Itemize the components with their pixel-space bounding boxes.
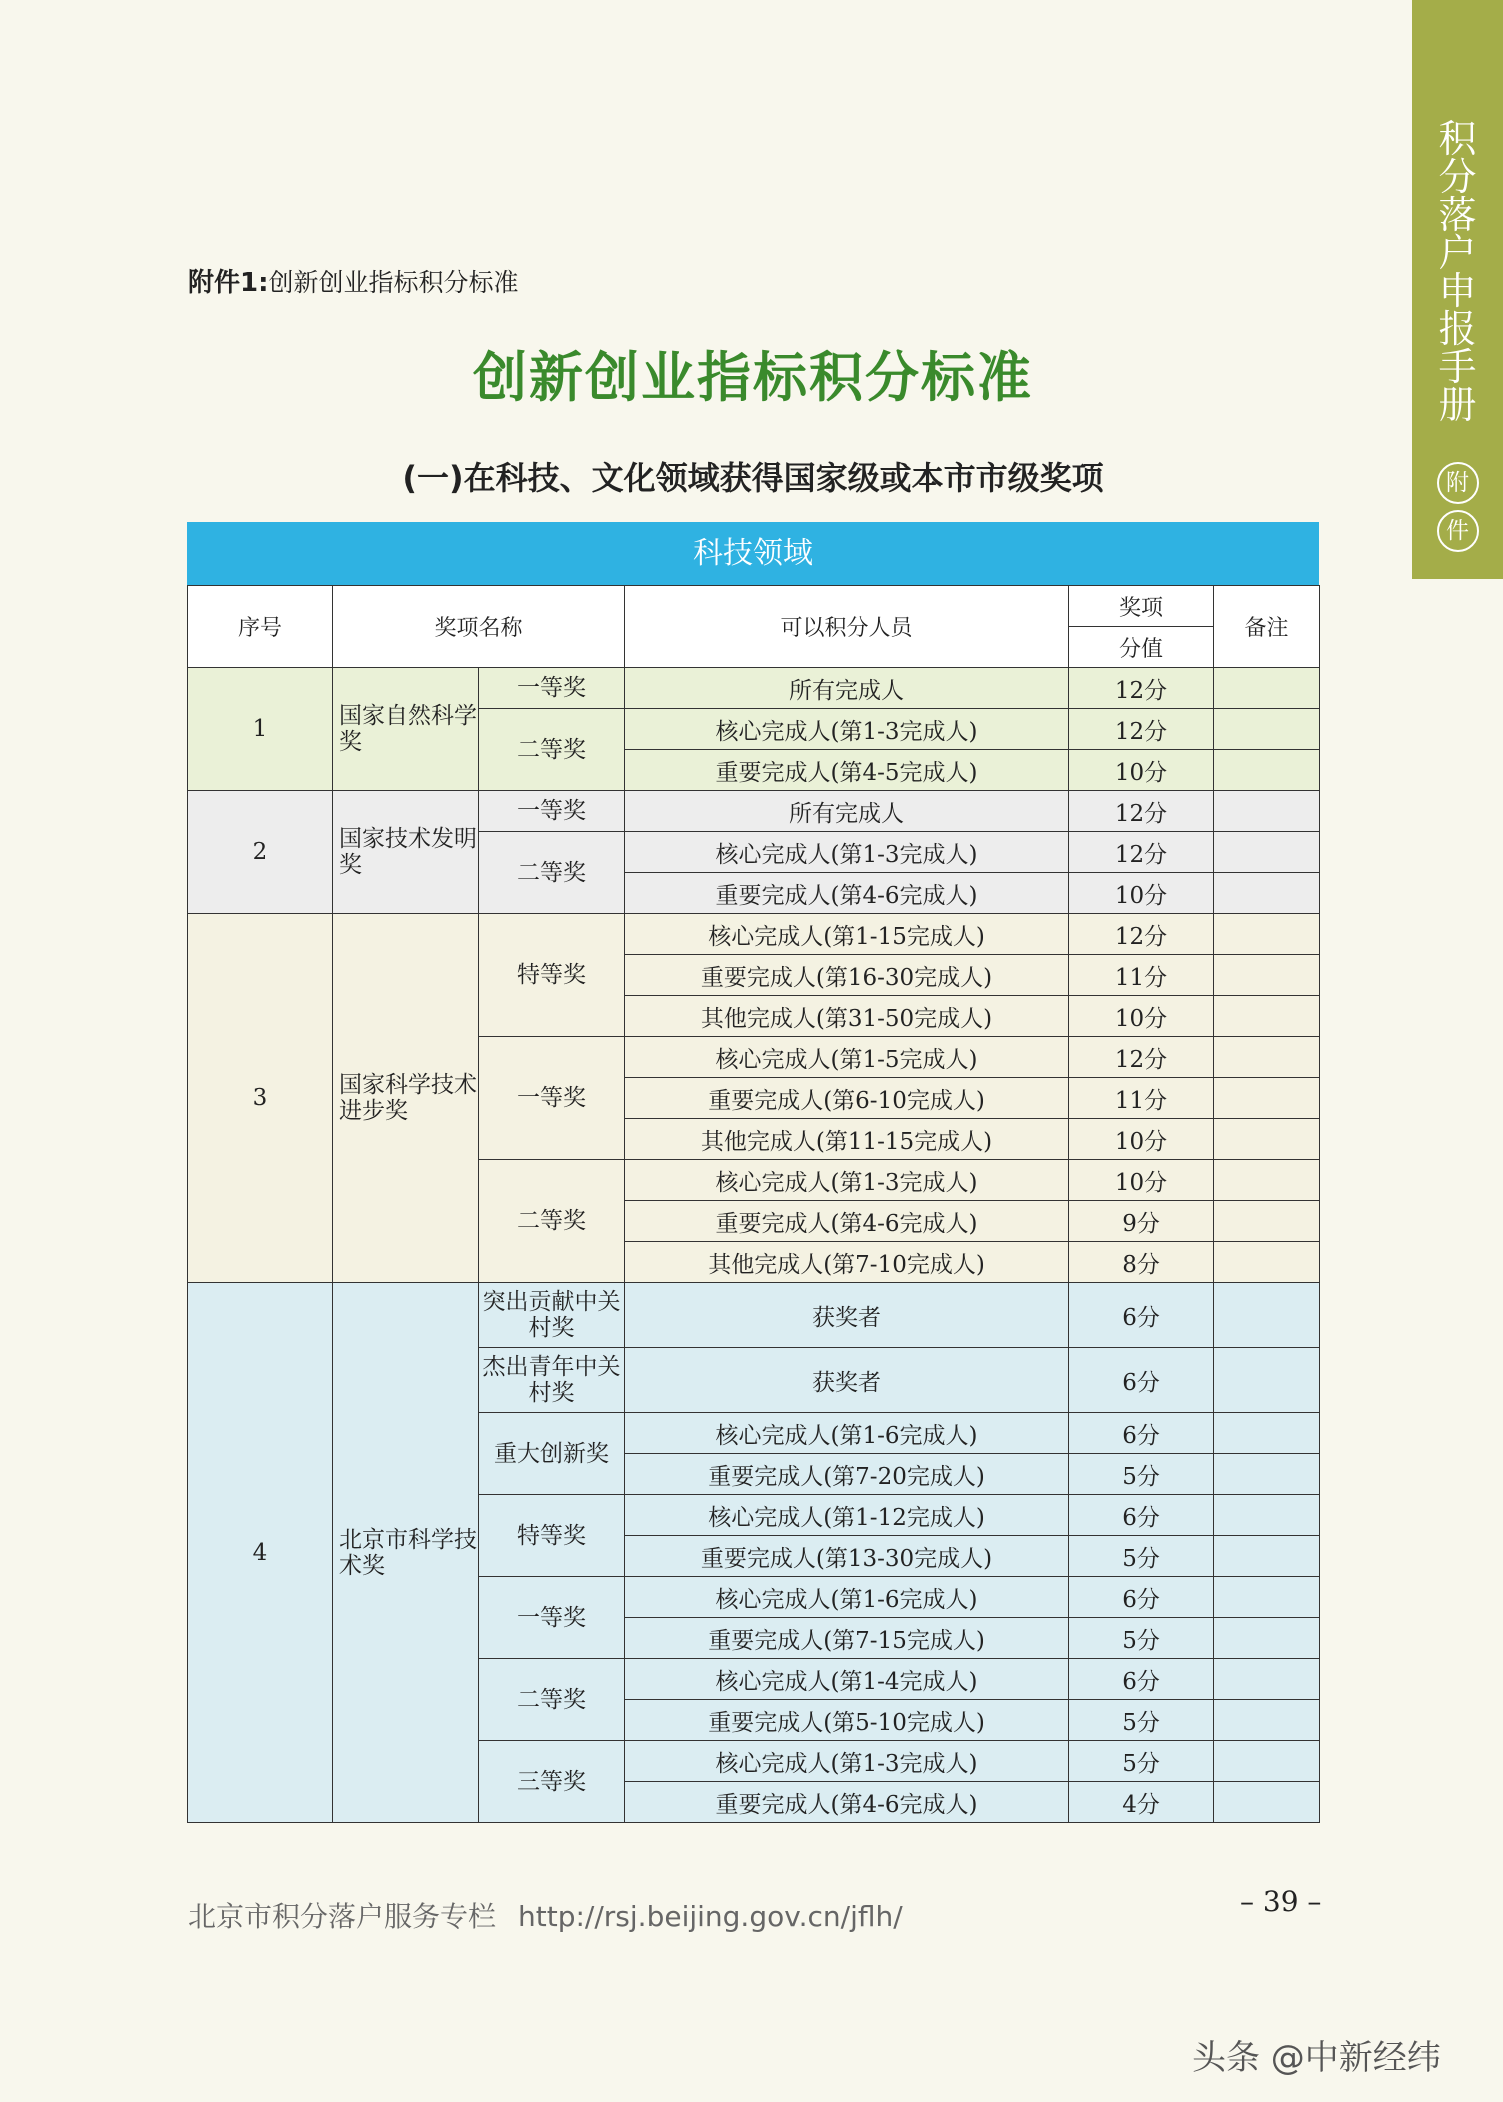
cell-score: 12分: [1069, 709, 1214, 750]
cell-score: 12分: [1069, 668, 1214, 709]
cell-score: 12分: [1069, 1037, 1214, 1078]
cell-score: 6分: [1069, 1348, 1214, 1413]
cell-score: 11分: [1069, 1078, 1214, 1119]
cell-score: 9分: [1069, 1201, 1214, 1242]
cell-remark: [1214, 1037, 1320, 1078]
cell-award-level: 二等奖: [479, 1659, 625, 1741]
cell-remark: [1214, 996, 1320, 1037]
cell-persons: 重要完成人(第7-20完成人): [625, 1454, 1069, 1495]
cell-remark: [1214, 1160, 1320, 1201]
cell-score: 5分: [1069, 1700, 1214, 1741]
cell-score: 12分: [1069, 791, 1214, 832]
cell-award-level: 一等奖: [479, 668, 625, 709]
side-tab-title: [1412, 117, 1503, 427]
cell-remark: [1214, 1242, 1320, 1283]
cell-remark: [1214, 1741, 1320, 1782]
table-band-heading: 科技领域: [187, 522, 1319, 585]
cell-score: 10分: [1069, 996, 1214, 1037]
cell-remark: [1214, 1536, 1320, 1577]
cell-score: 10分: [1069, 750, 1214, 791]
cell-persons: 其他完成人(第31-50完成人): [625, 996, 1069, 1037]
side-title-char: 积: [1438, 117, 1477, 161]
side-title-char: 落: [1438, 193, 1477, 237]
cell-persons: 核心完成人(第1-3完成人): [625, 709, 1069, 750]
cell-seq: 2: [188, 791, 333, 914]
cell-remark: [1214, 873, 1320, 914]
table-row: [188, 1283, 1320, 1348]
cell-score: 10分: [1069, 1160, 1214, 1201]
cell-award-level: 一等奖: [479, 1577, 625, 1659]
cell-persons: 核心完成人(第1-12完成人): [625, 1495, 1069, 1536]
side-title-char: 户: [1438, 231, 1477, 275]
cell-persons: 所有完成人: [625, 668, 1069, 709]
side-title-char: 手: [1438, 345, 1477, 389]
cell-remark: [1214, 1618, 1320, 1659]
cell-award-level: 突出贡献中关村奖: [479, 1283, 625, 1348]
cell-persons: 重要完成人(第16-30完成人): [625, 955, 1069, 996]
header-score-bottom: 分值: [1069, 627, 1214, 668]
cell-award-level: 一等奖: [479, 791, 625, 832]
footer: [188, 1895, 903, 1935]
cell-persons: 重要完成人(第4-6完成人): [625, 873, 1069, 914]
table-row: [188, 791, 1320, 832]
cell-score: 6分: [1069, 1413, 1214, 1454]
cell-remark: [1214, 1659, 1320, 1700]
cell-remark: [1214, 1201, 1320, 1242]
cell-persons: 重要完成人(第13-30完成人): [625, 1536, 1069, 1577]
table-body: [188, 668, 1320, 1823]
cell-score: 6分: [1069, 1283, 1214, 1348]
cell-score: 6分: [1069, 1495, 1214, 1536]
side-badge: 件: [1437, 510, 1479, 552]
side-title-char: 册: [1438, 383, 1477, 427]
cell-remark: [1214, 955, 1320, 996]
cell-persons: 核心完成人(第1-3完成人): [625, 1741, 1069, 1782]
header-score-top: 奖项: [1069, 586, 1214, 627]
attachment-prefix: 附件1:: [188, 268, 269, 298]
cell-score: 6分: [1069, 1659, 1214, 1700]
cell-persons: 所有完成人: [625, 791, 1069, 832]
side-title-char: 分: [1438, 155, 1477, 199]
side-tab: [1412, 0, 1503, 579]
cell-remark: [1214, 709, 1320, 750]
cell-remark: [1214, 1078, 1320, 1119]
cell-score: 5分: [1069, 1741, 1214, 1782]
cell-award-level: 特等奖: [479, 1495, 625, 1577]
cell-persons: 其他完成人(第11-15完成人): [625, 1119, 1069, 1160]
page-title: 创新创业指标积分标准: [473, 345, 1033, 409]
cell-remark: [1214, 1413, 1320, 1454]
cell-remark: [1214, 668, 1320, 709]
cell-score: 12分: [1069, 914, 1214, 955]
side-badge: 附: [1437, 462, 1479, 504]
cell-award-name: 国家自然科学奖: [333, 668, 479, 791]
attachment-label: [188, 262, 519, 299]
header-remark: 备注: [1214, 586, 1320, 668]
footer-url[interactable]: http://rsj.beijing.gov.cn/jflh/: [518, 1900, 903, 1933]
cell-persons: 核心完成人(第1-15完成人): [625, 914, 1069, 955]
cell-award-name: 国家科学技术进步奖: [333, 914, 479, 1283]
cell-score: 4分: [1069, 1782, 1214, 1823]
header-seq: 序号: [188, 586, 333, 668]
cell-award-level: 三等奖: [479, 1741, 625, 1823]
cell-award-name: 国家技术发明奖: [333, 791, 479, 914]
cell-remark: [1214, 1700, 1320, 1741]
cell-persons: 重要完成人(第6-10完成人): [625, 1078, 1069, 1119]
cell-award-level: 特等奖: [479, 914, 625, 1037]
cell-score: 6分: [1069, 1577, 1214, 1618]
cell-seq: 4: [188, 1283, 333, 1823]
cell-award-level: 重大创新奖: [479, 1413, 625, 1495]
side-title-char: 报: [1438, 307, 1477, 351]
cell-persons: 重要完成人(第7-15完成人): [625, 1618, 1069, 1659]
page-number: – 39 –: [1240, 1885, 1322, 1918]
cell-remark: [1214, 1495, 1320, 1536]
cell-remark: [1214, 914, 1320, 955]
cell-persons: 获奖者: [625, 1283, 1069, 1348]
side-title-char: 申: [1438, 269, 1477, 313]
cell-remark: [1214, 1119, 1320, 1160]
cell-score: 10分: [1069, 1119, 1214, 1160]
cell-score: 5分: [1069, 1454, 1214, 1495]
cell-seq: 1: [188, 668, 333, 791]
cell-remark: [1214, 1348, 1320, 1413]
cell-persons: 重要完成人(第4-6完成人): [625, 1782, 1069, 1823]
cell-award-level: 一等奖: [479, 1037, 625, 1160]
cell-persons: 核心完成人(第1-3完成人): [625, 1160, 1069, 1201]
cell-persons: 核心完成人(第1-6完成人): [625, 1577, 1069, 1618]
footer-text: 北京市积分落户服务专栏: [188, 1900, 497, 1933]
cell-persons: 重要完成人(第5-10完成人): [625, 1700, 1069, 1741]
cell-score: 10分: [1069, 873, 1214, 914]
cell-persons: 核心完成人(第1-5完成人): [625, 1037, 1069, 1078]
cell-persons: 重要完成人(第4-6完成人): [625, 1201, 1069, 1242]
table-row: [188, 668, 1320, 709]
section-subtitle: (一)在科技、文化领域获得国家级或本市市级奖项: [402, 459, 1104, 497]
cell-award-level: 杰出青年中关村奖: [479, 1348, 625, 1413]
table-row: [188, 914, 1320, 955]
cell-persons: 重要完成人(第4-5完成人): [625, 750, 1069, 791]
cell-remark: [1214, 791, 1320, 832]
cell-award-level: 二等奖: [479, 832, 625, 914]
header-persons: 可以积分人员: [625, 586, 1069, 668]
cell-persons: 核心完成人(第1-4完成人): [625, 1659, 1069, 1700]
cell-persons: 获奖者: [625, 1348, 1069, 1413]
cell-score: 8分: [1069, 1242, 1214, 1283]
cell-remark: [1214, 832, 1320, 873]
cell-award-level: 二等奖: [479, 1160, 625, 1283]
cell-remark: [1214, 1577, 1320, 1618]
side-tab-badges: [1412, 462, 1503, 558]
cell-score: 11分: [1069, 955, 1214, 996]
cell-seq: 3: [188, 914, 333, 1283]
header-award: 奖项名称: [333, 586, 625, 668]
cell-persons: 其他完成人(第7-10完成人): [625, 1242, 1069, 1283]
score-table: [187, 585, 1320, 1823]
cell-remark: [1214, 750, 1320, 791]
cell-score: 12分: [1069, 832, 1214, 873]
watermark: 头条 @中新经纬: [1192, 2038, 1441, 2078]
cell-persons: 核心完成人(第1-3完成人): [625, 832, 1069, 873]
attachment-text: 创新创业指标积分标准: [268, 268, 519, 297]
cell-persons: 核心完成人(第1-6完成人): [625, 1413, 1069, 1454]
cell-remark: [1214, 1782, 1320, 1823]
cell-score: 5分: [1069, 1618, 1214, 1659]
cell-remark: [1214, 1454, 1320, 1495]
cell-award-level: 二等奖: [479, 709, 625, 791]
cell-score: 5分: [1069, 1536, 1214, 1577]
cell-award-name: 北京市科学技术奖: [333, 1283, 479, 1823]
cell-remark: [1214, 1283, 1320, 1348]
